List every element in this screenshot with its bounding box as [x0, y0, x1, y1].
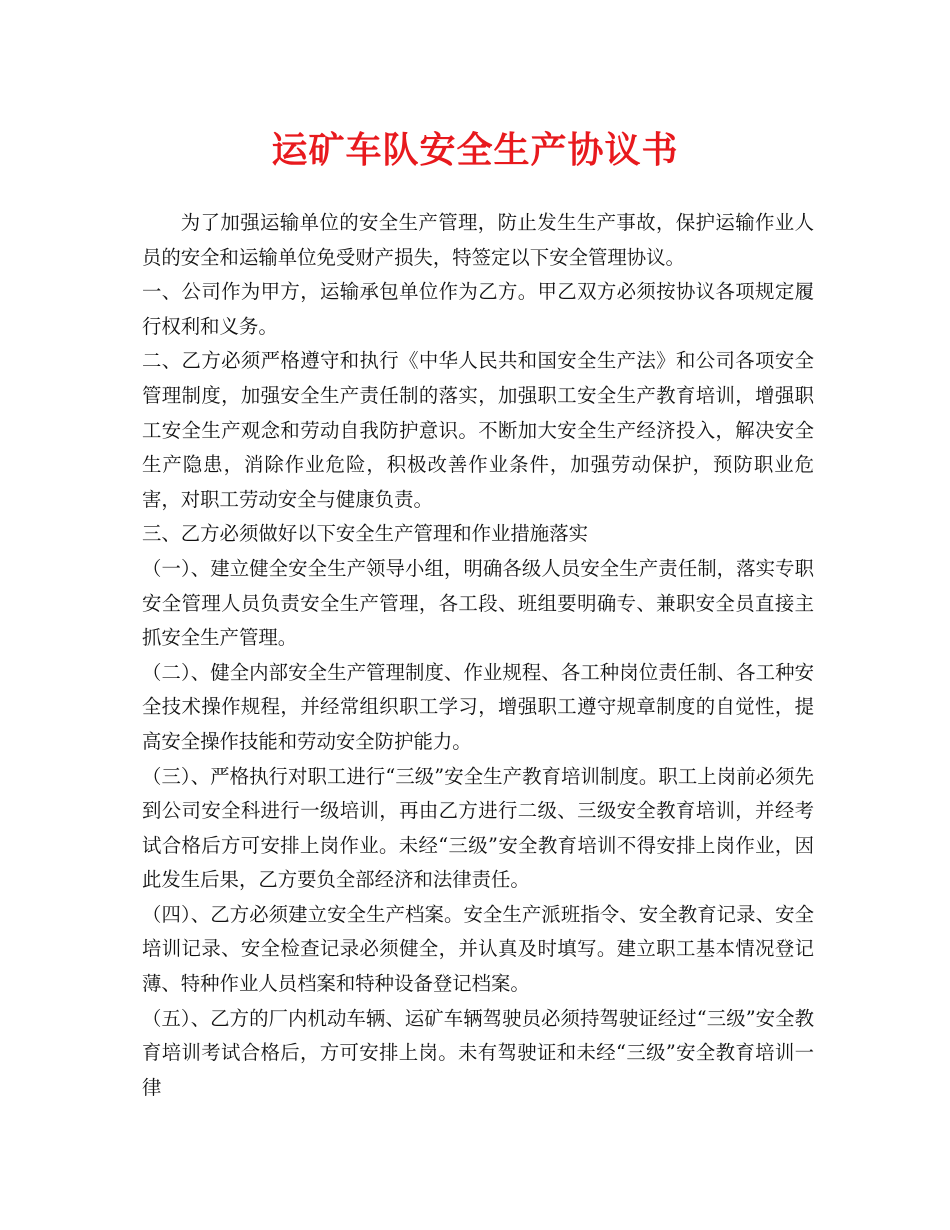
- clause-3-item-5: （五）、乙方的厂内机动车辆、运矿车辆驾驶员必须持驾驶证经过“三级”安全教育培训考试合格后，方可安排上岗。未有驾驶证和未经“三级”安全教育培训一律: [142, 1006, 814, 1099]
- intro-paragraph: 为了加强运输单位的安全生产管理，防止发生生产事故，保护运输作业人员的安全和运输单位免受财产损失，特签定以下安全管理协议。: [142, 211, 814, 269]
- document-title: 运矿车队安全生产协议书: [271, 129, 679, 171]
- clause-3-item-4: （四）、乙方必须建立安全生产档案。安全生产派班指令、安全教育记录、安全培训记录、安全检查记录必须健全，并认真及时填写。建立职工基本情况登记薄、特种作业人员档案和特种设备登记档案。: [142, 902, 814, 996]
- clause-3-item-1: （一）、建立健全安全生产领导小组，明确各级人员安全生产责任制，落实专职安全管理人员负责安全生产管理，各工段、班组要明确专、兼职安全员直接主抓安全生产管理。: [142, 556, 814, 650]
- clause-3-heading: 三、乙方必须做好以下安全生产管理和作业措施落实: [142, 522, 588, 546]
- document-body: [142, 206, 814, 1105]
- clause-3-item-2: （二）、健全内部安全生产管理制度、作业规程、各工种岗位责任制、各工种安全技术操作规程，并经常组织职工学习，增强职工遵守规章制度的自觉性，提高安全操作技能和劳动安全防护能力。: [142, 660, 814, 753]
- clause-1: 一、公司作为甲方，运输承包单位作为乙方。甲乙双方必须按协议各项规定履行权利和义务。: [142, 280, 814, 338]
- clause-2: 二、乙方必须严格遵守和执行《中华人民共和国安全生产法》和公司各项安全管理制度，加强安全生产责任制的落实，加强职工安全生产教育培训，增强职工安全生产观念和劳动自我防护意识。不断加大安全生产经济投入，解决安全生产隐患，消除作业危险，积极改善作业条件，加强劳动保护，预防职业危害，对职工劳动安全与健康负责。: [142, 349, 814, 511]
- clause-3-item-3: （三）、严格执行对职工进行“三级”安全生产教育培训制度。职工上岗前必须先到公司安全科进行一级培训，再由乙方进行二级、三级安全教育培训，并经考试合格后方可安排上岗作业。未经“三级”安全教育培训不得安排上岗作业，因此发生后果，乙方要负全部经济和法律责任。: [142, 764, 814, 892]
